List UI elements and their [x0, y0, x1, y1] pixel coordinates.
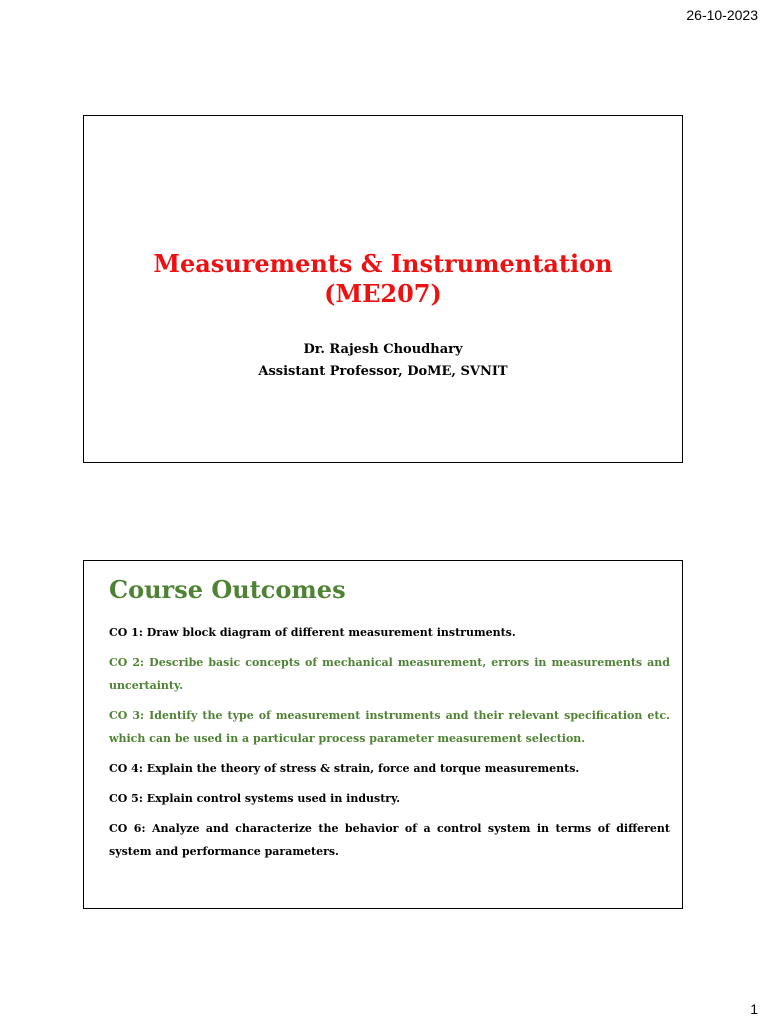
outcome-co2: CO 2: Describe basic concepts of mechanical measurement, errors in measurements and uncertainty. — [109, 656, 670, 692]
course-outcomes-heading: Course Outcomes — [109, 575, 346, 604]
author-position: Assistant Professor, DoME, SVNIT — [258, 364, 508, 379]
course-title — [84, 249, 682, 309]
title-slide — [83, 115, 683, 463]
author-block — [84, 339, 682, 383]
course-outcomes-slide — [83, 560, 683, 909]
outcome-co3: CO 3: Identify the type of measurement instruments and their relevant specification etc. which can be used in a particular process parameter measurement selection. — [109, 709, 670, 745]
page-number: 1 — [750, 1001, 758, 1017]
outcome-co5: CO 5: Explain control systems used in industry. — [109, 792, 401, 805]
author-name: Dr. Rajesh Choudhary — [303, 342, 463, 357]
outcome-co6: CO 6: Analyze and characterize the behavior of a control system in terms of different system and performance parameters. — [109, 822, 670, 858]
course-outcomes-list — [109, 621, 670, 870]
outcome-co1: CO 1: Draw block diagram of different measurement instruments. — [109, 626, 516, 639]
page-date: 26-10-2023 — [686, 7, 758, 23]
course-code: (ME207) — [324, 279, 442, 308]
course-title-line1: Measurements & Instrumentation — [153, 249, 613, 278]
outcome-co4: CO 4: Explain the theory of stress & strain, force and torque measurements. — [109, 762, 580, 775]
